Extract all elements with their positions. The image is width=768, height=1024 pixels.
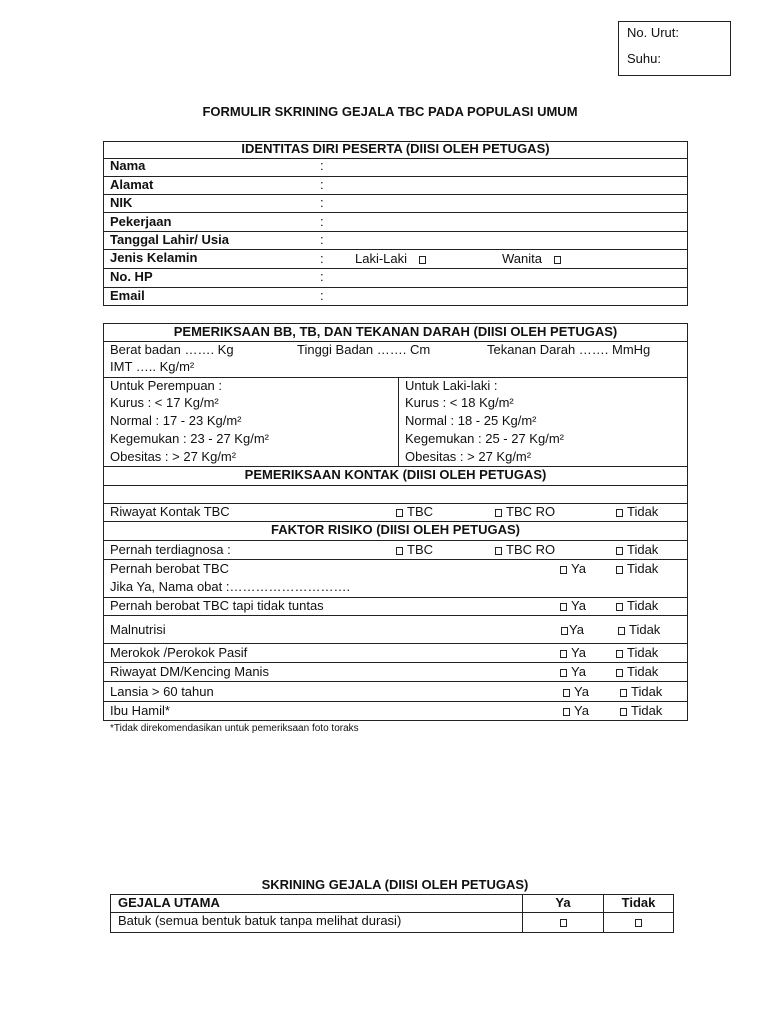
terdiagnosa-tbc-option[interactable]: [396, 542, 433, 558]
dm-ya-option[interactable]: [560, 664, 586, 680]
perempuan-kurus: Kurus : < 17 Kg/m²: [110, 395, 219, 410]
colon-email: :: [320, 288, 324, 303]
terdiagnosa-tidak-label: Tidak: [627, 542, 659, 557]
colon-jenis: :: [320, 251, 324, 266]
batuk-ya-checkbox[interactable]: [560, 919, 567, 927]
malnutrisi-ya-option[interactable]: [561, 622, 584, 638]
perempuan-kegemukan: Kegemukan : 23 - 27 Kg/m²: [110, 431, 269, 446]
dm-ya-checkbox[interactable]: [560, 669, 567, 677]
col-tidak: Tidak: [621, 895, 656, 910]
merokok-tidak-option[interactable]: [616, 645, 658, 661]
no-urut-label: No. Urut:: [627, 25, 680, 40]
form-title: FORMULIR SKRINING GEJALA TBC PADA POPULASI UMUM: [202, 104, 578, 119]
berobat-ya-label: Ya: [571, 561, 586, 576]
lansia-ya-option[interactable]: [563, 684, 589, 700]
lansia-tidak-option[interactable]: [620, 684, 662, 700]
dm-ya-label: Ya: [571, 664, 586, 679]
tidak-tuntas-ya-label: Ya: [571, 598, 586, 613]
merokok-tidak-checkbox[interactable]: [616, 650, 623, 658]
ibu-hamil-tidak-checkbox[interactable]: [620, 708, 627, 716]
dm-tidak-option[interactable]: [616, 664, 658, 680]
colon-nik: :: [320, 195, 324, 210]
ibu-hamil-tidak-label: Tidak: [631, 703, 663, 718]
terdiagnosa-tbc-ro-label: TBC RO: [506, 542, 556, 557]
laki-normal: Normal : 18 - 25 Kg/m²: [405, 413, 537, 428]
berobat-ya-option[interactable]: [560, 561, 586, 577]
tekanan-darah: Tekanan Darah ……. MmHg: [487, 342, 651, 357]
field-alamat: Alamat: [110, 177, 154, 192]
berobat-tidak-checkbox[interactable]: [616, 566, 623, 574]
gender-female-label: Wanita: [502, 251, 542, 266]
terdiagnosa-tbc-label: TBC: [407, 542, 433, 557]
perempuan-title: Untuk Perempuan :: [110, 378, 223, 393]
field-no-hp: No. HP: [110, 269, 153, 284]
kontak-header: PEMERIKSAAN KONTAK (DIISI OLEH PETUGAS): [244, 467, 547, 482]
colon-tanggal: :: [320, 232, 324, 247]
batuk-label: Batuk (semua bentuk batuk tanpa melihat durasi): [118, 913, 402, 928]
identitas-header: IDENTITAS DIRI PESERTA (DIISI OLEH PETUGAS): [241, 141, 550, 156]
colon-pekerjaan: :: [320, 214, 324, 229]
dm-tidak-checkbox[interactable]: [616, 669, 623, 677]
malnutrisi-ya-checkbox[interactable]: [561, 627, 568, 635]
field-jenis-kelamin: Jenis Kelamin: [110, 250, 198, 265]
kontak-tbc-ro-checkbox[interactable]: [495, 509, 502, 517]
gender-male-option[interactable]: [355, 251, 426, 267]
tidak-tuntas-tidak-option[interactable]: [616, 598, 658, 614]
kontak-tbc-ro-option[interactable]: [495, 504, 555, 520]
lansia-ya-checkbox[interactable]: [563, 689, 570, 697]
gender-male-label: Laki-Laki: [355, 251, 408, 266]
gender-male-checkbox[interactable]: [419, 256, 426, 264]
faktor-header: FAKTOR RISIKO (DIISI OLEH PETUGAS): [271, 522, 520, 537]
footnote: *Tidak direkomendasikan untuk pemeriksaan foto toraks: [110, 723, 359, 734]
field-pekerjaan: Pekerjaan: [110, 214, 172, 229]
colon-alamat: :: [320, 177, 324, 192]
perempuan-normal: Normal : 17 - 23 Kg/m²: [110, 413, 242, 428]
lansia-tidak-label: Tidak: [631, 684, 663, 699]
pemeriksaan-header: PEMERIKSAAN BB, TB, DAN TEKANAN DARAH (DIISI OLEH PETUGAS): [173, 324, 618, 339]
laki-kurus: Kurus : < 18 Kg/m²: [405, 395, 514, 410]
perempuan-obesitas: Obesitas : > 27 Kg/m²: [110, 449, 237, 464]
gender-female-checkbox[interactable]: [554, 256, 561, 264]
skrining-title: SKRINING GEJALA (DIISI OLEH PETUGAS): [261, 877, 529, 892]
gender-female-option[interactable]: [502, 251, 561, 267]
laki-obesitas: Obesitas : > 27 Kg/m²: [405, 449, 532, 464]
kontak-tbc-label: TBC: [407, 504, 433, 519]
berobat-tidak-option[interactable]: [616, 561, 658, 577]
merokok-ya-label: Ya: [571, 645, 586, 660]
identitas-table: [103, 141, 688, 306]
kontak-tbc-ro-label: TBC RO: [506, 504, 556, 519]
ibu-hamil-ya-label: Ya: [574, 703, 589, 718]
malnutrisi-tidak-option[interactable]: [618, 622, 660, 638]
imt: IMT ….. Kg/m²: [110, 359, 195, 374]
col-gejala-utama: GEJALA UTAMA: [118, 895, 220, 910]
kontak-tbc-option[interactable]: [396, 504, 433, 520]
field-nik: NIK: [110, 195, 133, 210]
merokok-label: Merokok /Perokok Pasif: [110, 645, 248, 660]
ibu-hamil-label: Ibu Hamil*: [110, 703, 170, 718]
ibu-hamil-tidak-option[interactable]: [620, 703, 662, 719]
kontak-tidak-option[interactable]: [616, 504, 658, 520]
dm-label: Riwayat DM/Kencing Manis: [110, 664, 269, 679]
kontak-tidak-checkbox[interactable]: [616, 509, 623, 517]
laki-kegemukan: Kegemukan : 25 - 27 Kg/m²: [405, 431, 564, 446]
field-tanggal-lahir: Tanggal Lahir/ Usia: [110, 232, 229, 247]
merokok-ya-checkbox[interactable]: [560, 650, 567, 658]
merokok-tidak-label: Tidak: [627, 645, 659, 660]
berobat-ya-checkbox[interactable]: [560, 566, 567, 574]
terdiagnosa-tbc-ro-option[interactable]: [495, 542, 555, 558]
field-nama: Nama: [110, 158, 146, 173]
ibu-hamil-ya-checkbox[interactable]: [563, 708, 570, 716]
malnutrisi-tidak-checkbox[interactable]: [618, 627, 625, 635]
terdiagnosa-label: Pernah terdiagnosa :: [110, 542, 231, 557]
tidak-tuntas-label: Pernah berobat TBC tapi tidak tuntas: [110, 598, 324, 613]
berobat-tidak-label: Tidak: [627, 561, 659, 576]
tidak-tuntas-tidak-label: Tidak: [627, 598, 659, 613]
batuk-tidak-checkbox[interactable]: [635, 919, 642, 927]
tidak-tuntas-ya-option[interactable]: [560, 598, 586, 614]
kontak-tidak-label: Tidak: [627, 504, 659, 519]
merokok-ya-option[interactable]: [560, 645, 586, 661]
col-ya: Ya: [555, 895, 571, 910]
tinggi-badan: Tinggi Badan ……. Cm: [297, 342, 431, 357]
field-email: Email: [110, 288, 145, 303]
tidak-tuntas-ya-checkbox[interactable]: [560, 603, 567, 611]
ibu-hamil-ya-option[interactable]: [563, 703, 589, 719]
kontak-tbc-checkbox[interactable]: [396, 509, 403, 517]
riwayat-kontak-label: Riwayat Kontak TBC: [110, 504, 230, 519]
laki-title: Untuk Laki-laki :: [405, 378, 498, 393]
lansia-label: Lansia > 60 tahun: [110, 684, 214, 699]
colon-nama: :: [320, 158, 324, 173]
malnutrisi-label: Malnutrisi: [110, 622, 166, 637]
terdiagnosa-tidak-checkbox[interactable]: [616, 547, 623, 555]
tidak-tuntas-tidak-checkbox[interactable]: [616, 603, 623, 611]
terdiagnosa-tidak-option[interactable]: [616, 542, 658, 558]
berobat-label: Pernah berobat TBC: [110, 561, 229, 576]
malnutrisi-tidak-label: Tidak: [629, 622, 661, 637]
berat-badan: Berat badan ……. Kg: [110, 342, 234, 357]
lansia-ya-label: Ya: [574, 684, 589, 699]
terdiagnosa-tbc-ro-checkbox[interactable]: [495, 547, 502, 555]
malnutrisi-ya-label: Ya: [569, 622, 584, 637]
suhu-label: Suhu:: [627, 51, 661, 66]
lansia-tidak-checkbox[interactable]: [620, 689, 627, 697]
terdiagnosa-tbc-checkbox[interactable]: [396, 547, 403, 555]
dm-tidak-label: Tidak: [627, 664, 659, 679]
colon-hp: :: [320, 269, 324, 284]
jika-ya-label: Jika Ya, Nama obat :……………………….: [110, 579, 351, 594]
